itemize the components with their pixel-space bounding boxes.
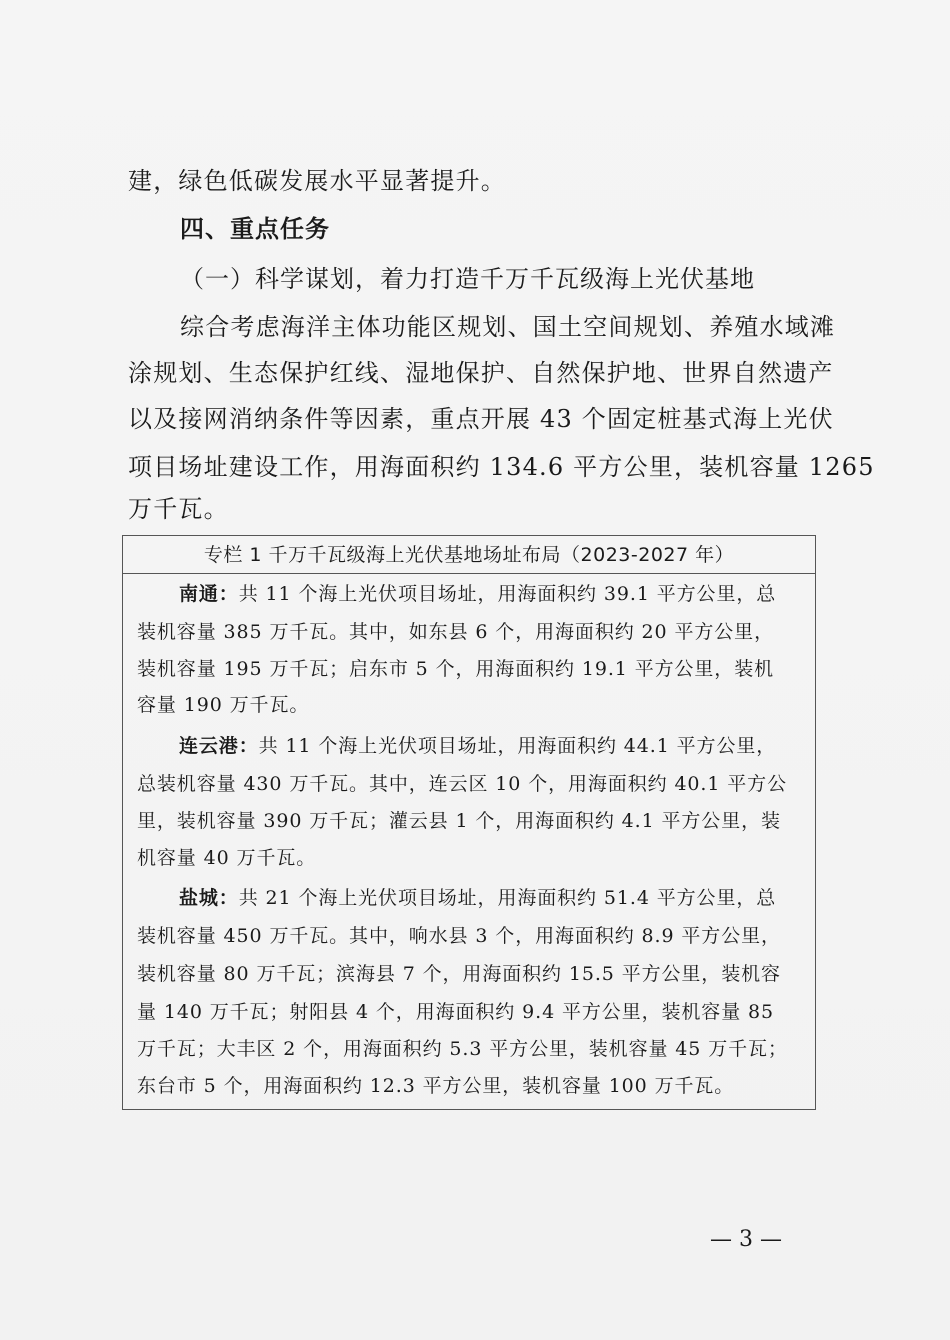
yancheng-line: 装机容量 80 万千瓦；滨海县 7 个，用海面积约 15.5 平方公里，装机容 — [137, 963, 781, 985]
lianyungang-line: 里，装机容量 390 万千瓦；灌云县 1 个，用海面积约 4.1 平方公里，装 — [137, 810, 781, 832]
nantong-line: 装机容量 195 万千瓦；启东市 5 个，用海面积约 19.1 平方公里，装机 — [137, 658, 774, 680]
info-box-header — [123, 536, 815, 574]
section-heading: 四、重点任务 — [180, 215, 330, 243]
info-box-title: 专栏 1 千万千瓦级海上光伏基地场址布局（2023-2027 年） — [203, 544, 735, 566]
yancheng-text: 共 21 个海上光伏项目场址，用海面积约 51.4 平方公里，总 — [238, 887, 777, 909]
yancheng-line: 东台市 5 个，用海面积约 12.3 平方公里，装机容量 100 万千瓦。 — [137, 1075, 735, 1097]
yancheng-label: 盐城： — [179, 887, 239, 909]
paragraph-line: 以及接网消纳条件等因素，重点开展 43 个固定桩基式海上光伏 — [128, 405, 834, 433]
lianyungang-line: 机容量 40 万千瓦。 — [137, 847, 317, 869]
yancheng-line — [179, 886, 859, 910]
yancheng-line: 万千瓦；大丰区 2 个，用海面积约 5.3 平方公里，装机容量 45 万千瓦； — [137, 1038, 788, 1060]
subsection-heading: （一）科学谋划，着力打造千万千瓦级海上光伏基地 — [180, 265, 755, 293]
paragraph-line: 涂规划、生态保护红线、湿地保护、自然保护地、世界自然遗产 — [128, 359, 834, 387]
lianyungang-text: 共 11 个海上光伏项目场址，用海面积约 44.1 平方公里， — [258, 735, 777, 757]
nantong-line: 装机容量 385 万千瓦。其中，如东县 6 个，用海面积约 20 平方公里， — [137, 621, 774, 643]
page-number: — 3 — — [710, 1227, 782, 1252]
nantong-line — [179, 582, 859, 606]
paragraph-line: 项目场址建设工作，用海面积约 134.6 平方公里，装机容量 1265 — [128, 453, 875, 481]
body-line-continuation: 建，绿色低碳发展水平显著提升。 — [128, 167, 506, 195]
nantong-label: 南通： — [179, 583, 239, 605]
yancheng-line: 装机容量 450 万千瓦。其中，响水县 3 个，用海面积约 8.9 平方公里， — [137, 925, 781, 947]
lianyungang-line — [179, 734, 859, 758]
lianyungang-line: 总装机容量 430 万千瓦。其中，连云区 10 个，用海面积约 40.1 平方公 — [137, 773, 787, 795]
info-box — [122, 535, 816, 1110]
paragraph-line: 万千瓦。 — [128, 495, 229, 523]
yancheng-line: 量 140 万千瓦；射阳县 4 个，用海面积约 9.4 平方公里，装机容量 85 — [137, 1001, 775, 1023]
paragraph-line: 综合考虑海洋主体功能区规划、国土空间规划、养殖水域滩 — [180, 313, 836, 341]
nantong-line: 容量 190 万千瓦。 — [137, 694, 310, 716]
lianyungang-label: 连云港： — [179, 735, 259, 757]
nantong-text: 共 11 个海上光伏项目场址，用海面积约 39.1 平方公里，总 — [238, 583, 777, 605]
